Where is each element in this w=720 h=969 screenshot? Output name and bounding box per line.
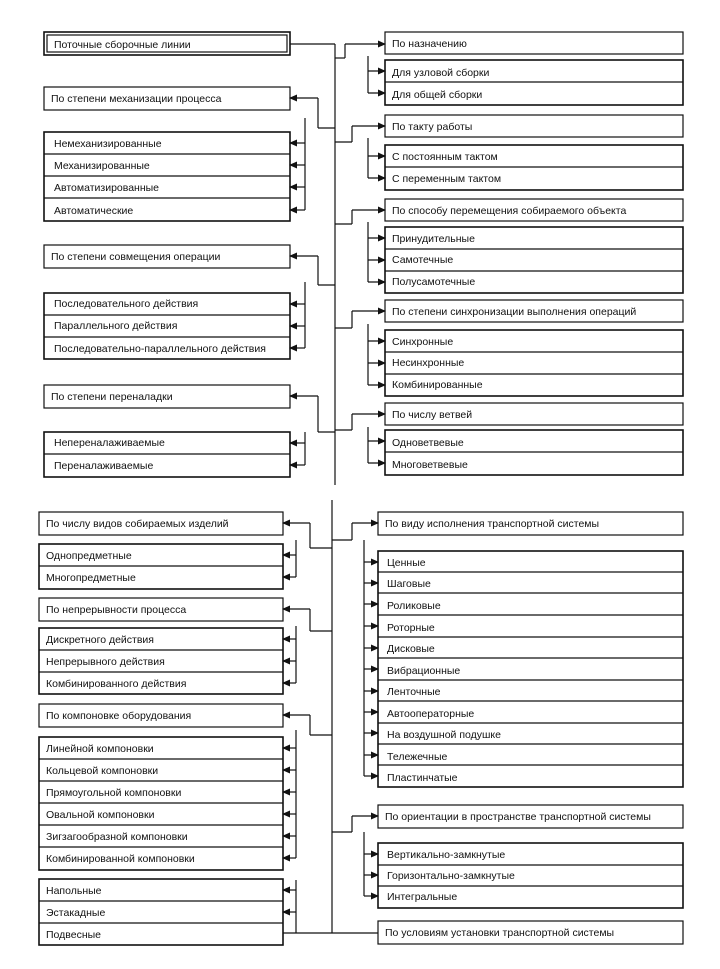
bot-l4-item-3: Подвесные <box>46 929 102 941</box>
top-l1-item-3: Автоматизированные <box>54 182 160 194</box>
top-r1-header: По назначению <box>392 38 467 50</box>
top-r2-item-1: С постоянным тактом <box>392 151 498 163</box>
top-r1-item-1: Для узловой сборки <box>392 67 490 79</box>
bot-r1-item-4: Роторные <box>387 622 435 634</box>
bot-l3-item-6: Комбинированной компоновки <box>46 853 195 865</box>
bot-r2-item-1: Вертикально-замкнутые <box>387 849 506 861</box>
bottom-right-group-3 <box>378 921 683 944</box>
bot-l4-item-1: Напольные <box>46 885 102 897</box>
top-right-group-3 <box>385 199 683 293</box>
top-left-group-1 <box>44 87 290 221</box>
top-r1-item-2: Для общей сборки <box>392 89 483 101</box>
top-r5-header: По числу ветвей <box>392 409 473 421</box>
top-r3-item-1: Принудительные <box>392 233 475 245</box>
bot-l2-item-1: Дискретного действия <box>46 634 154 646</box>
bot-l3-item-5: Зигзагообразной компоновки <box>46 831 188 843</box>
bot-l2-item-2: Непрерывного действия <box>46 656 165 668</box>
top-l3-item-2: Переналаживаемые <box>54 460 154 472</box>
top-l3-item-1: Непереналаживаемые <box>54 437 165 449</box>
bot-l3-item-3: Прямоугольной компоновки <box>46 787 182 799</box>
bot-r2-item-3: Интегральные <box>387 891 458 903</box>
top-r4-item-1: Синхронные <box>392 336 454 348</box>
top-left-group-2 <box>44 245 290 359</box>
top-connectors <box>290 44 385 485</box>
top-diagram <box>44 32 683 485</box>
bottom-right-group-1 <box>378 512 683 787</box>
top-r2-header: По такту работы <box>392 121 473 133</box>
bot-r2-header: По ориентации в пространстве транспортной системы <box>385 811 651 823</box>
bot-r1-item-6: Вибрационные <box>387 665 461 677</box>
bot-l1-header: По числу видов собираемых изделий <box>46 518 229 530</box>
bot-l3-header: По компоновке оборудования <box>46 710 192 722</box>
top-r5-item-2: Многоветвевые <box>392 459 468 471</box>
top-l2-item-3: Последовательно-параллельного действия <box>54 343 266 355</box>
bot-r1-item-3: Роликовые <box>387 600 441 612</box>
bottom-connectors <box>283 500 378 933</box>
bot-r3-header: По условиям установки транспортной системы <box>385 927 615 939</box>
bot-l1-item-1: Однопредметные <box>46 550 132 562</box>
bottom-left-group-2 <box>39 598 283 694</box>
top-r3-header: По способу перемещения собираемого объекта <box>392 205 627 217</box>
bottom-left-group-1 <box>39 512 283 589</box>
bottom-left-group-3 <box>39 704 283 870</box>
bot-l3-item-1: Линейной компоновки <box>46 743 154 755</box>
top-left-group-3 <box>44 385 290 477</box>
bottom-diagram <box>39 500 683 945</box>
bot-r1-item-9: На воздушной подушке <box>387 729 501 741</box>
bottom-right-group-2 <box>378 805 683 908</box>
bot-r1-item-10: Тележечные <box>387 751 448 763</box>
bot-l2-item-3: Комбинированного действия <box>46 678 187 690</box>
bot-l3-item-4: Овальной компоновки <box>46 809 155 821</box>
bot-r1-item-5: Дисковые <box>387 643 435 655</box>
bot-l3-item-2: Кольцевой компоновки <box>46 765 159 777</box>
top-l1-item-4: Автоматические <box>54 205 134 217</box>
top-r4-item-2: Несинхронные <box>392 357 465 369</box>
top-right-group-1 <box>385 32 683 105</box>
top-l3-header: По степени переналадки <box>51 391 173 403</box>
top-l1-item-1: Немеханизированные <box>54 138 162 150</box>
top-l1-item-2: Механизированные <box>54 160 150 172</box>
top-r4-header: По степени синхронизации выполнения операций <box>392 306 637 318</box>
root-label: Поточные сборочные линии <box>54 39 191 51</box>
bottom-left-group-4 <box>39 879 283 945</box>
top-l1-header: По степени механизации процесса <box>51 93 222 105</box>
top-right-group-2 <box>385 115 683 190</box>
top-r3-item-2: Самотечные <box>392 254 454 266</box>
bot-r1-item-7: Ленточные <box>387 686 441 698</box>
top-l2-item-1: Последовательного действия <box>54 298 199 310</box>
bot-r1-item-11: Пластинчатые <box>387 772 458 784</box>
top-right-group-5 <box>385 403 683 475</box>
top-l2-header: По степени совмещения операции <box>51 251 221 263</box>
bot-r1-item-1: Ценные <box>387 557 426 569</box>
bot-l1-item-2: Многопредметные <box>46 572 136 584</box>
bot-r1-item-2: Шаговые <box>387 578 431 590</box>
bot-l2-header: По непрерывности процесса <box>46 604 187 616</box>
top-right-group-4 <box>385 300 683 396</box>
bot-l4-item-2: Эстакадные <box>46 907 106 919</box>
bot-r2-item-2: Горизонтально-замкнутые <box>387 870 515 882</box>
top-r3-item-3: Полусамотечные <box>392 276 476 288</box>
top-r5-item-1: Одноветвевые <box>392 437 464 449</box>
bot-r1-item-8: Автооператорные <box>387 708 475 720</box>
top-l2-item-2: Параллельного действия <box>54 320 178 332</box>
top-r4-item-3: Комбинированные <box>392 379 483 391</box>
bot-r1-header: По виду исполнения транспортной системы <box>385 518 600 530</box>
top-r2-item-2: С переменным тактом <box>392 173 502 185</box>
